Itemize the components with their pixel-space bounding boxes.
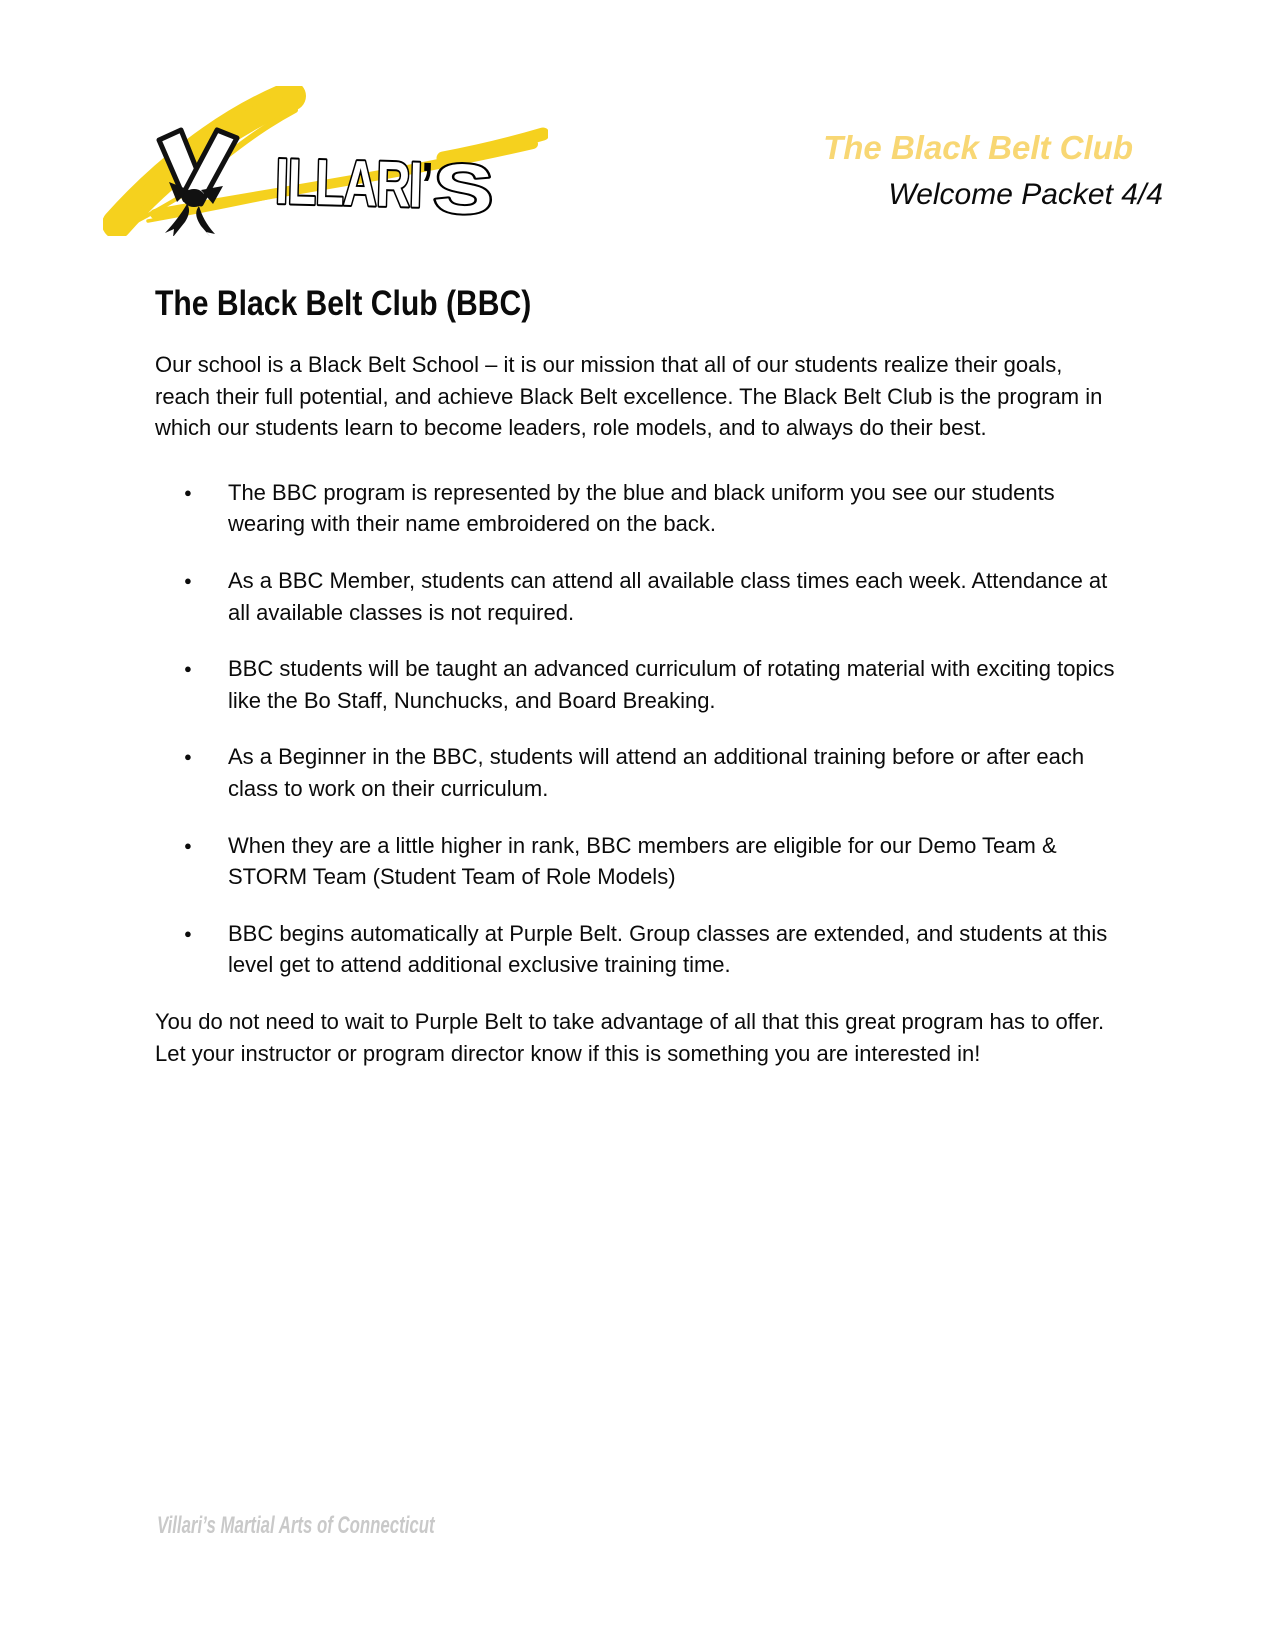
logo-wordmark-apostrophe: ’ [419, 148, 435, 221]
logo-wordmark [274, 145, 494, 230]
intro-paragraph: Our school is a Black Belt School – it is our mission that all of our students realize their goals, reach their full potential, and achieve Black Belt excellence. The Black Belt Club is the program in which our students learn to become leaders, role models, and to always do their best. [155, 352, 1103, 441]
bullet-item: ● BBC students will be taught an advanced curriculum of rotating material with exciting topics like the Bo Staff, Nunchucks, and Board Breaking. [155, 653, 1115, 716]
bullet-item: ● When they are a little higher in rank, BBC members are eligible for our Demo Team & STORM Team (Student Team of Role Models) [155, 830, 1115, 893]
closing-paragraph: You do not need to wait to Purple Belt to take advantage of all that this great program has to offer. Let your instructor or program director know if this is something you are interested in! [155, 1008, 1105, 1066]
footer-text: Villari’s Martial Arts of Connecticut [157, 1512, 435, 1539]
logo-wordmark-letters: ILLARI [274, 144, 423, 221]
page-heading: The Black Belt Club (BBC) [155, 284, 532, 323]
bullet-item: ● As a Beginner in the BBC, students will attend an additional training before or after each class to work on their curriculum. [155, 741, 1115, 804]
header-title: The Black Belt Club [823, 129, 1133, 166]
logo-wordmark-s: S [432, 149, 495, 230]
document-body [155, 283, 1115, 1069]
villaris-logo [103, 86, 548, 236]
header-subtitle: Welcome Packet 4/4 [888, 178, 1163, 211]
bullet-item: ● The BBC program is represented by the blue and black uniform you see our students wearing with their name embroidered on the back. [155, 477, 1115, 540]
bullet-item: ● BBC begins automatically at Purple Belt. Group classes are extended, and students at this level get to attend additional exclusive training time. [155, 918, 1115, 981]
bullet-item: ● As a BBC Member, students can attend all available class times each week. Attendance at all available classes is not required. [155, 565, 1115, 628]
bullet-list [155, 477, 1115, 981]
